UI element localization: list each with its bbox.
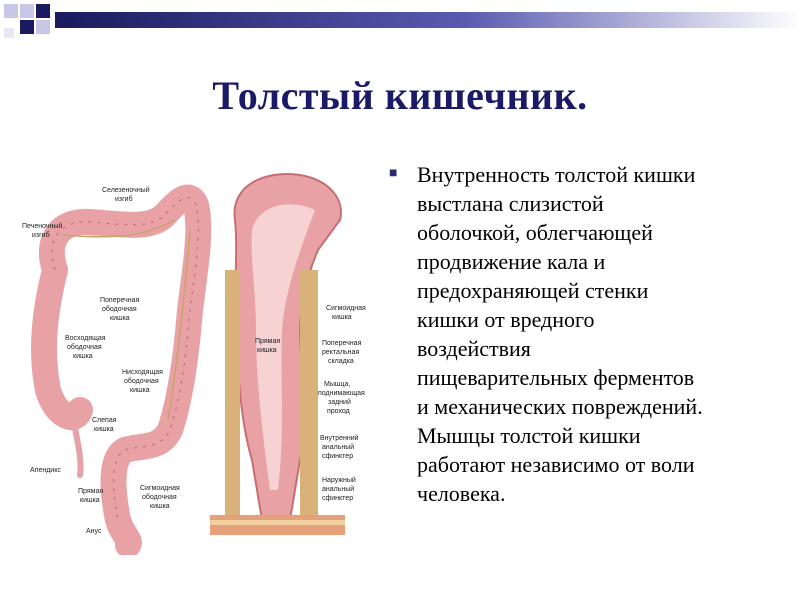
label-transverse-1: Поперечная [100,297,140,304]
bullet-line: предохраняющей стенки [417,278,649,303]
label-r-fold-3: складка [328,358,354,365]
label-sigmoid-2: ободочная [142,494,177,501]
label-r-rectum-1: Прямая [255,338,281,345]
label-rectum-1: Прямая [78,488,104,495]
label-appendix: Апендикс [30,467,61,474]
label-r-fold-2: ректальная [322,349,360,356]
label-descending-2: ободочная [124,378,159,385]
label-ascending-1: Восходящая [65,335,106,342]
label-r-external-1: Наружный [322,477,356,484]
bullet-line: Мышцы толстой кишки [417,423,641,448]
label-cecum-2: кишка [94,426,114,433]
label-r-internal-2: анальный [322,444,355,451]
label-r-muscle-2: поднимающая [318,390,365,397]
label-r-internal-1: Внутренний [320,435,359,442]
label-r-external-2: анальный [322,486,355,493]
bullet-line: выстлана слизистой [417,191,604,216]
bullet-line: воздействия [417,336,531,361]
bullet-line: и механических повреждений. [417,394,703,419]
bullet-line: Внутренность толстой кишки [417,162,696,187]
label-cecum-1: Слепая [92,417,117,424]
large-intestine-illustration [0,160,385,555]
label-sigmoid-1: Сигмоидная [140,485,180,492]
label-r-sigmoid-2: кишка [332,314,352,321]
bullet-line: работают независимо от воли [417,452,695,477]
label-descending-3: кишка [130,387,150,394]
label-transverse-3: кишка [110,315,130,322]
label-r-rectum-2: кишка [257,347,277,354]
label-hepatic-1: Печеночный [22,223,63,230]
label-r-external-3: сфинктер [322,495,354,502]
label-r-sigmoid-1: Сигмоидная [326,305,366,312]
bullet-line: человека. [417,481,506,506]
label-ascending-2: ободочная [67,344,102,351]
bullet-line: продвижение кала и [417,249,606,274]
label-transverse-2: ободочная [102,306,137,313]
label-r-muscle-4: проход [327,408,350,415]
bullet-square-icon: ■ [389,166,398,181]
label-sigmoid-3: кишка [150,503,170,510]
bullet-line: оболочкой, облегчающей [417,220,653,245]
label-r-internal-3: сфинктер [322,453,354,460]
label-ascending-3: кишка [73,353,93,360]
label-splenic-2: изгиб [115,196,133,203]
label-anus: Анус [86,528,102,535]
bullet-item [389,160,789,508]
label-r-fold-1: Поперечная [322,340,362,347]
label-r-muscle-3: задний [328,399,351,406]
label-rectum-2: кишка [80,497,100,504]
bullet-list [389,160,789,508]
bullet-text [417,160,703,508]
bullet-line: кишки от вредного [417,307,595,332]
slide-title: Толстый кишечник. [212,73,588,118]
top-gradient-bar [0,0,800,42]
label-descending-1: Нисходящая [122,369,163,376]
top-decor-bar [0,0,800,42]
label-splenic-1: Селезеночный [102,187,150,194]
label-hepatic-2: изгиб [32,232,50,239]
label-r-muscle-1: Мышца, [324,381,351,388]
bullet-line: пищеварительных ферментов [417,365,695,390]
